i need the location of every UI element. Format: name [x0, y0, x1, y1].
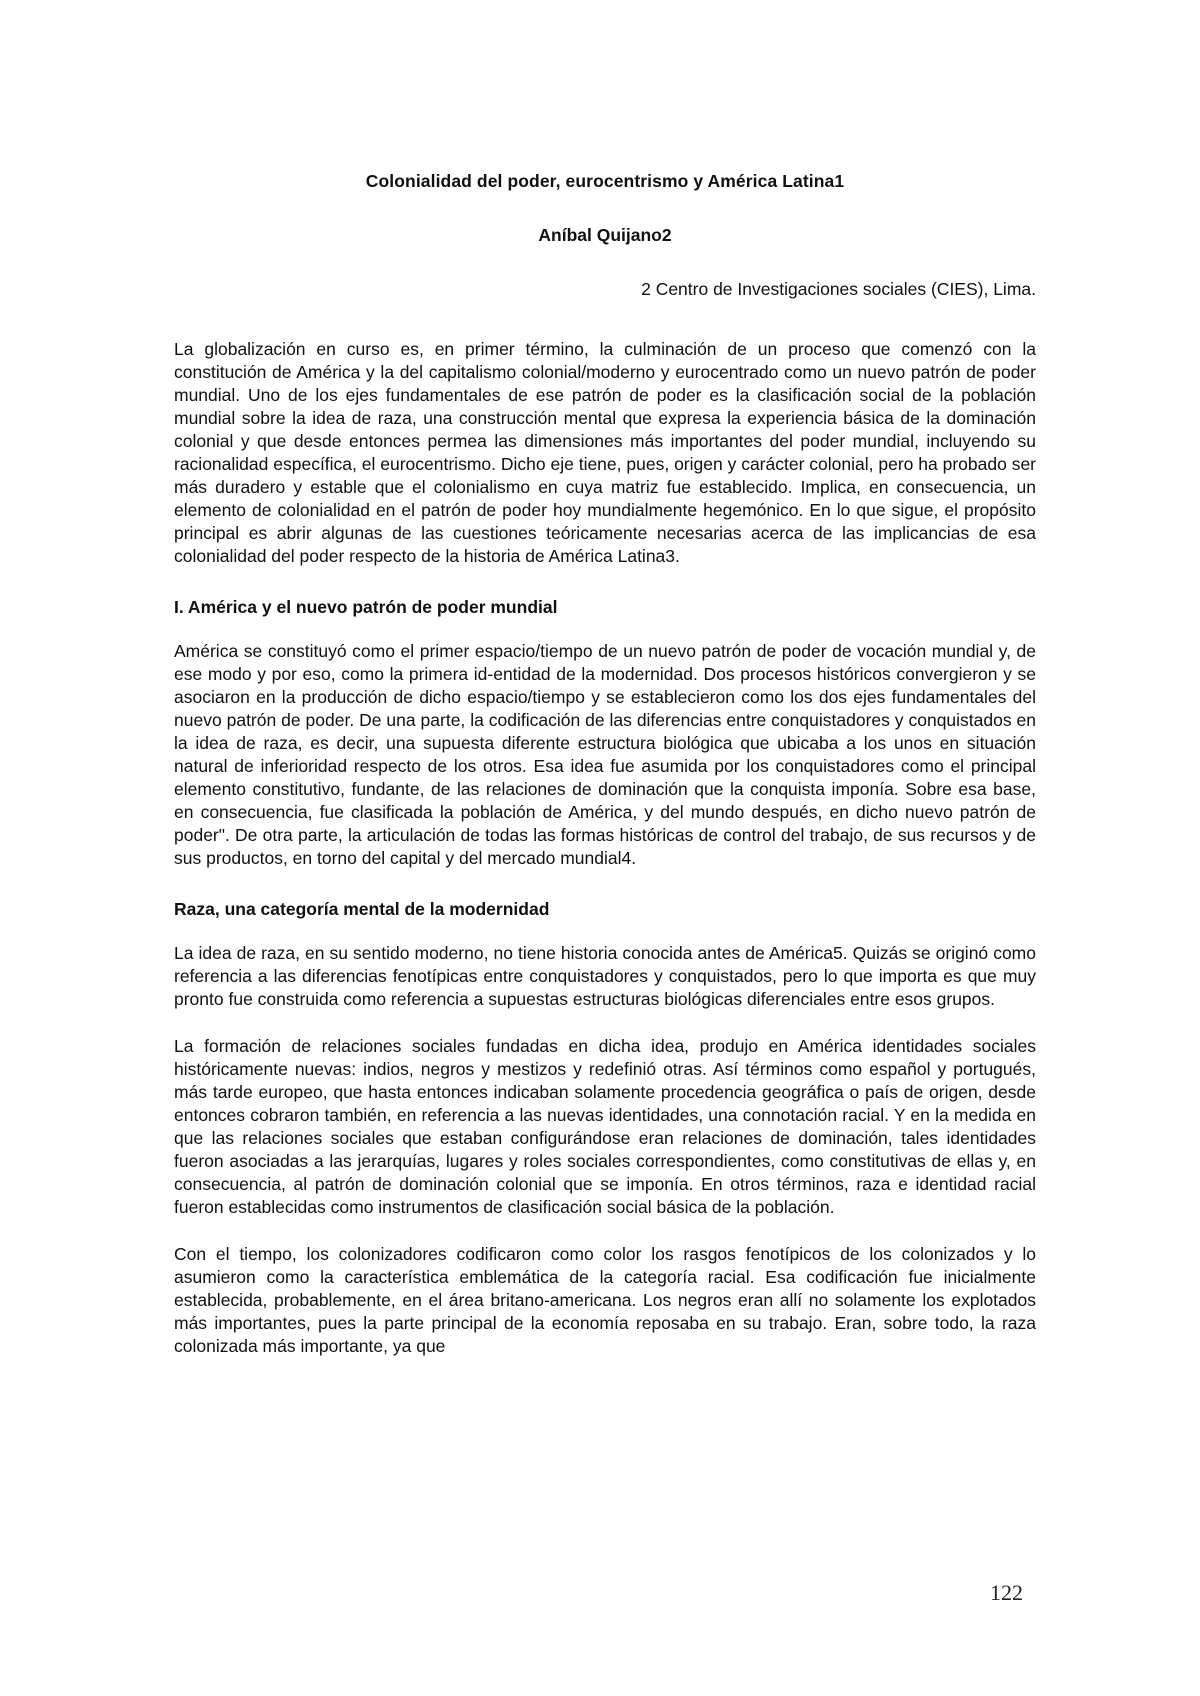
paper-author: Aníbal Quijano2 [538, 225, 672, 245]
section-2-paragraph-1: La idea de raza, en su sentido moderno, no tiene historia conocida antes de América5. Quizás se originó como referencia a las diferencias fenotípicas entre conquistadores y conquistados, pero lo que importa es que muy pronto fue construida como referencia a supuestas estructuras biológicas diferenciales entre esos grupos. [174, 943, 1036, 1009]
section-heading-1: I. América y el nuevo patrón de poder mundial [174, 597, 558, 617]
section-2-paragraph-2: La formación de relaciones sociales fundadas en dicha idea, produjo en América identidades sociales históricamente nuevas: indios, negros y mestizos y redefinió otras. Así términos como español y portugués, más tarde europeo, que hasta entonces indicaban solamente procedencia geográfica o país de origen, desde entonces cobraron también, en referencia a las nuevas identidades, una connotación racial. Y en la medida en que las relaciones sociales que estaban configurándose eran relaciones de dominación, tales identidades fueron asociadas a las jerarquías, lugares y roles sociales correspondientes, como constitutivas de ellas y, en consecuencia, al patrón de dominación colonial que se imponía. En otros términos, raza e identidad racial fueron establecidas como instrumentos de clasificación social básica de la población. [174, 1036, 1036, 1217]
section-1-paragraph: América se constituyó como el primer espacio/tiempo de un nuevo patrón de poder de vocación mundial y, de ese modo y por eso, como la primera id-entidad de la modernidad. Dos procesos históricos convergieron y se asociaron en la producción de dicho espacio/tiempo y se establecieron como los dos ejes fundamentales del nuevo patrón de poder. De una parte, la codificación de las diferencias entre conquistadores y conquistados en la idea de raza, es decir, una supuesta diferente estructura biológica que ubicaba a los unos en situación natural de inferioridad respecto de los otros. Esa idea fue asumida por los conquistadores como el principal elemento constitutivo, fundante, de las relaciones de dominación que la conquista imponía. Sobre esa base, en consecuencia, fue clasificada la población de América, y del mundo después, en dicho nuevo patrón de poder". De otra parte, la articulación de todas las formas históricas de control del trabajo, de sus recursos y de sus productos, en torno del capital y del mercado mundial4. [174, 641, 1036, 868]
section-heading-2: Raza, una categoría mental de la modernidad [174, 899, 550, 919]
abstract-paragraph: La globalización en curso es, en primer término, la culminación de un proceso que comenzó con la constitución de América y la del capitalismo colonial/moderno y eurocentrado como un nuevo patrón de poder mundial. Uno de los ejes fundamentales de ese patrón de poder es la clasificación social de la población mundial sobre la idea de raza, una construcción mental que expresa la experiencia básica de la dominación colonial y que desde entonces permea las dimensiones más importantes del poder mundial, incluyendo su racionalidad específica, el eurocentrismo. Dicho eje tiene, pues, origen y carácter colonial, pero ha probado ser más duradero y estable que el colonialismo en cuya matriz fue establecido. Implica, en consecuencia, un elemento de colonialidad en el patrón de poder hoy mundialmente hegemónico. En lo que sigue, el propósito principal es abrir algunas de las cuestiones teóricamente necesarias acerca de las implicancias de esa colonialidad del poder respecto de la historia de América Latina3. [174, 339, 1036, 566]
page-number: 122 [990, 1580, 1023, 1605]
section-2-paragraph-3: Con el tiempo, los colonizadores codificaron como color los rasgos fenotípicos de los colonizados y lo asumieron como la característica emblemática de la categoría racial. Esa codificación fue inicialmente establecida, probablemente, en el área britano-americana. Los negros eran allí no solamente los explotados más importantes, pues la parte principal de la economía reposaba en su trabajo. Eran, sobre todo, la raza colonizada más importante, ya que [174, 1244, 1036, 1356]
author-affiliation: 2 Centro de Investigaciones sociales (CIES), Lima. [641, 279, 1036, 299]
paper-title: Colonialidad del poder, eurocentrismo y América Latina1 [365, 171, 845, 191]
page-content [174, 170, 1036, 1358]
